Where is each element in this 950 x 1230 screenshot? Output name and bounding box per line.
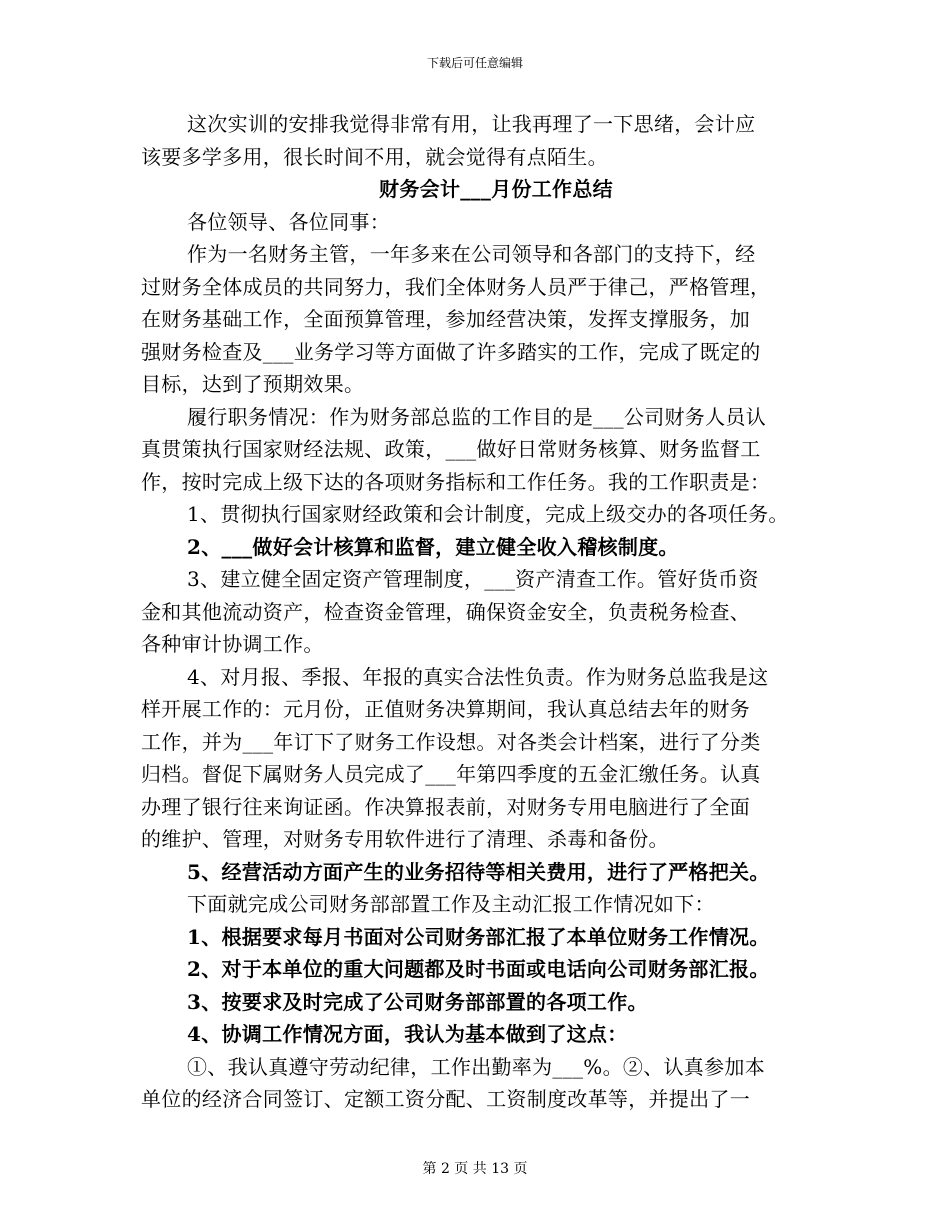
paragraph-line: 单位的经济合同签订、定额工资分配、工资制度改革等，并提出了一 (141, 1087, 750, 1111)
list-item: 3、建立健全固定资产管理制度，___资产清查工作。管好货币资 (187, 567, 759, 591)
paragraph-line: 过财务全体成员的共同努力，我们全体财务人员严于律己，严格管理， (141, 274, 771, 299)
list-item: 4、对月报、季报、年报的真实合法性负责。作为财务总监我是这 (187, 664, 769, 689)
paragraph-line: 金和其他流动资产，检查资金管理，确保资金安全，负责税务检查、 (141, 599, 750, 624)
document-title: 财务会计___月份工作总结 (379, 177, 613, 201)
paragraph-line: 各种审计协调工作。 (141, 632, 324, 656)
paragraph-line: 强财务检查及___业务学习等方面做了许多踏实的工作，完成了既定的 (141, 339, 761, 364)
paragraph-line: 下面就完成公司财务部部置工作及主动汇报工作情况如下： (187, 892, 715, 916)
list-item-bold: 1、根据要求每月书面对公司财务部汇报了本单位财务工作情况。 (187, 924, 770, 949)
salutation: 各位领导、各位同事： (187, 209, 390, 234)
paragraph-line: 在财务基础工作，全面预算管理，参加经营决策，发挥支撑服务，加 (141, 307, 750, 331)
document-body (141, 108, 811, 1116)
paragraph-line: 作为一名财务主管，一年多来在公司领导和各部门的支持下，经 (187, 242, 756, 266)
page-header-note: 下载后可任意编辑 (426, 56, 523, 70)
list-item-bold: 3、按要求及时完成了公司财务部部置的各项工作。 (187, 989, 648, 1014)
paragraph-line: ①、我认真遵守劳动纪律，工作出勤率为___%。②、认真参加本 (187, 1054, 766, 1079)
list-item-bold: 4、协调工作情况方面，我认为基本做到了这点： (187, 1022, 628, 1046)
page-number: 第 2 页 共 13 页 (422, 1161, 528, 1177)
paragraph-line: 这次实训的安排我觉得非常有用，让我再理了一下思绪，会计应 (187, 112, 756, 136)
paragraph-line: 目标，达到了预期效果。 (141, 372, 365, 396)
list-item-bold: 2、对于本单位的重大问题都及时书面或电话向公司财务部汇报。 (187, 957, 770, 981)
paragraph-line: 作，按时完成上级下达的各项财务指标和工作任务。我的工作职责是： (141, 469, 771, 494)
paragraph-line: 工作，并为___年订下了财务工作设想。对各类会计档案，进行了分类 (141, 729, 761, 754)
paragraph-line: 履行职务情况：作为财务部总监的工作目的是___公司财务人员认 (187, 404, 766, 429)
paragraph-line: 样开展工作的：元月份，正值财务决算期间，我认真总结去年的财务 (141, 697, 750, 721)
list-item: 1、贯彻执行国家财经政策和会计制度，完成上级交办的各项任务。 (187, 502, 789, 526)
paragraph-line: 的维护、管理，对财务专用软件进行了清理、杀毒和备份。 (141, 827, 669, 851)
paragraph-line: 办理了银行往来询证函。作决算报表前，对财务专用电脑进行了全面 (141, 794, 750, 819)
paragraph-line: 真贯策执行国家财经法规、政策，___做好日常财务核算、财务监督工 (141, 437, 761, 461)
paragraph-line: 该要多学多用，很长时间不用，就会觉得有点陌生。 (141, 144, 608, 169)
list-item-bold: 2、___做好会计核算和监督，建立健全收入稽核制度。 (187, 534, 679, 559)
paragraph-line: 归档。督促下属财务人员完成了___年第四季度的五金汇缴任务。认真 (141, 762, 761, 786)
list-item-bold: 5、经营活动方面产生的业务招待等相关费用，进行了严格把关。 (187, 859, 770, 884)
